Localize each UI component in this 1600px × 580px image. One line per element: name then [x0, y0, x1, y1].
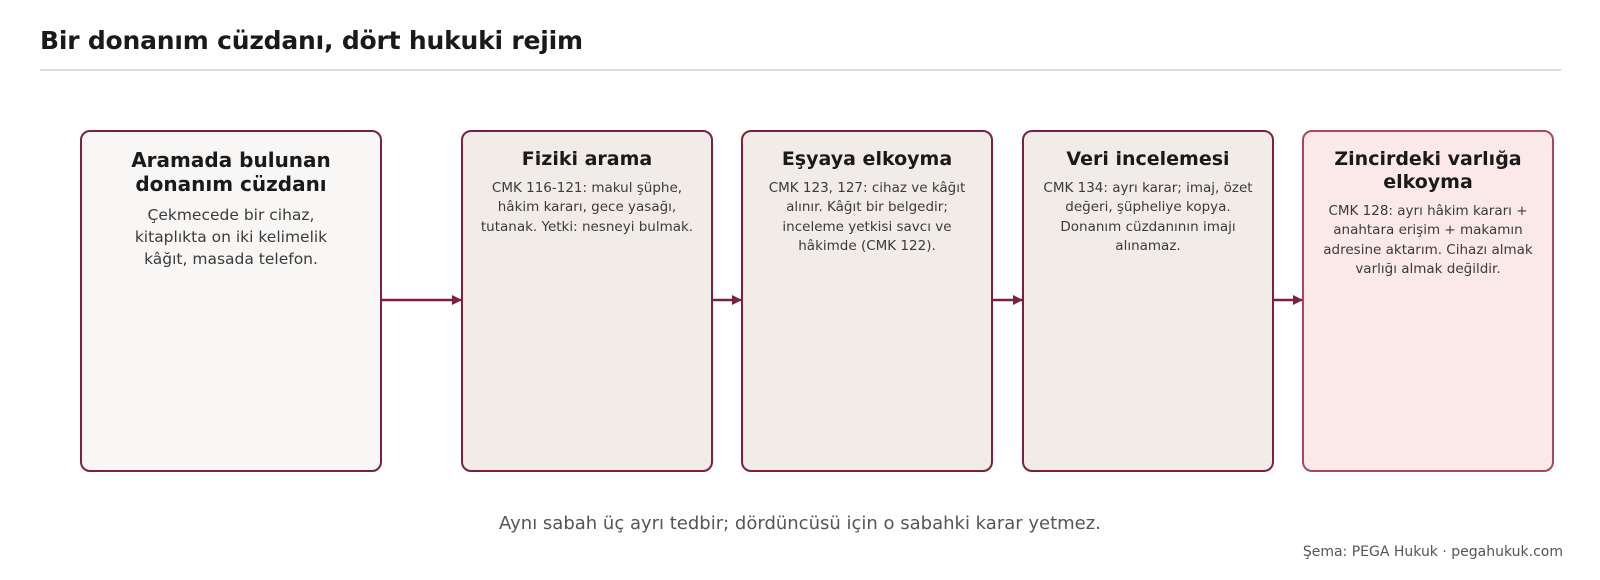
step-title: Eşyaya elkoyma: [781, 148, 953, 170]
step-box-hardware-wallet-found: [80, 130, 382, 472]
step-title: Zincirdeki varlığa elkoyma: [1334, 148, 1522, 193]
step-description: CMK 123, 127: cihaz ve kâğıt alınır. Kâğıt bir belgedir; inceleme yetkisi savcı ve hâkimde (CMK 122).: [768, 179, 966, 255]
diagram-caption: Aynı sabah üç ayrı tedbir; dördüncüsü için o sabahki karar yetmez.: [499, 513, 1101, 534]
step-box-data-review: [1022, 130, 1274, 472]
step-description: CMK 116-121: makul şüphe, hâkim kararı, gece yasağı, tutanak. Yetki: nesneyi bulmak.: [480, 179, 694, 235]
step-box-physical-search: [461, 130, 713, 472]
step-title: Fiziki arama: [521, 148, 653, 170]
step-description: CMK 128: ayrı hâkim kararı + anahtara erişim + makamın adresine aktarım. Cihazı almak varlığı almak değildir.: [1323, 202, 1533, 278]
step-description: CMK 134: ayrı karar; imaj, özet değeri, şüpheliye kopya. Donanım cüzdanının imajı alınamaz.: [1043, 179, 1253, 255]
source-credit: Şema: PEGA Hukuk · pegahukuk.com: [1302, 544, 1563, 560]
step-box-item-seizure: [741, 130, 993, 472]
step-title: Veri incelemesi: [1066, 148, 1230, 170]
step-title: Aramada bulunan donanım cüzdanı: [131, 148, 331, 196]
step-description: Çekmecede bir cihaz, kitaplıkta on iki kelimelik kâğıt, masada telefon.: [134, 206, 328, 268]
page-title: Bir donanım cüzdanı, dört hukuki rejim: [40, 26, 583, 55]
step-box-onchain-asset-seizure: [1302, 130, 1554, 472]
